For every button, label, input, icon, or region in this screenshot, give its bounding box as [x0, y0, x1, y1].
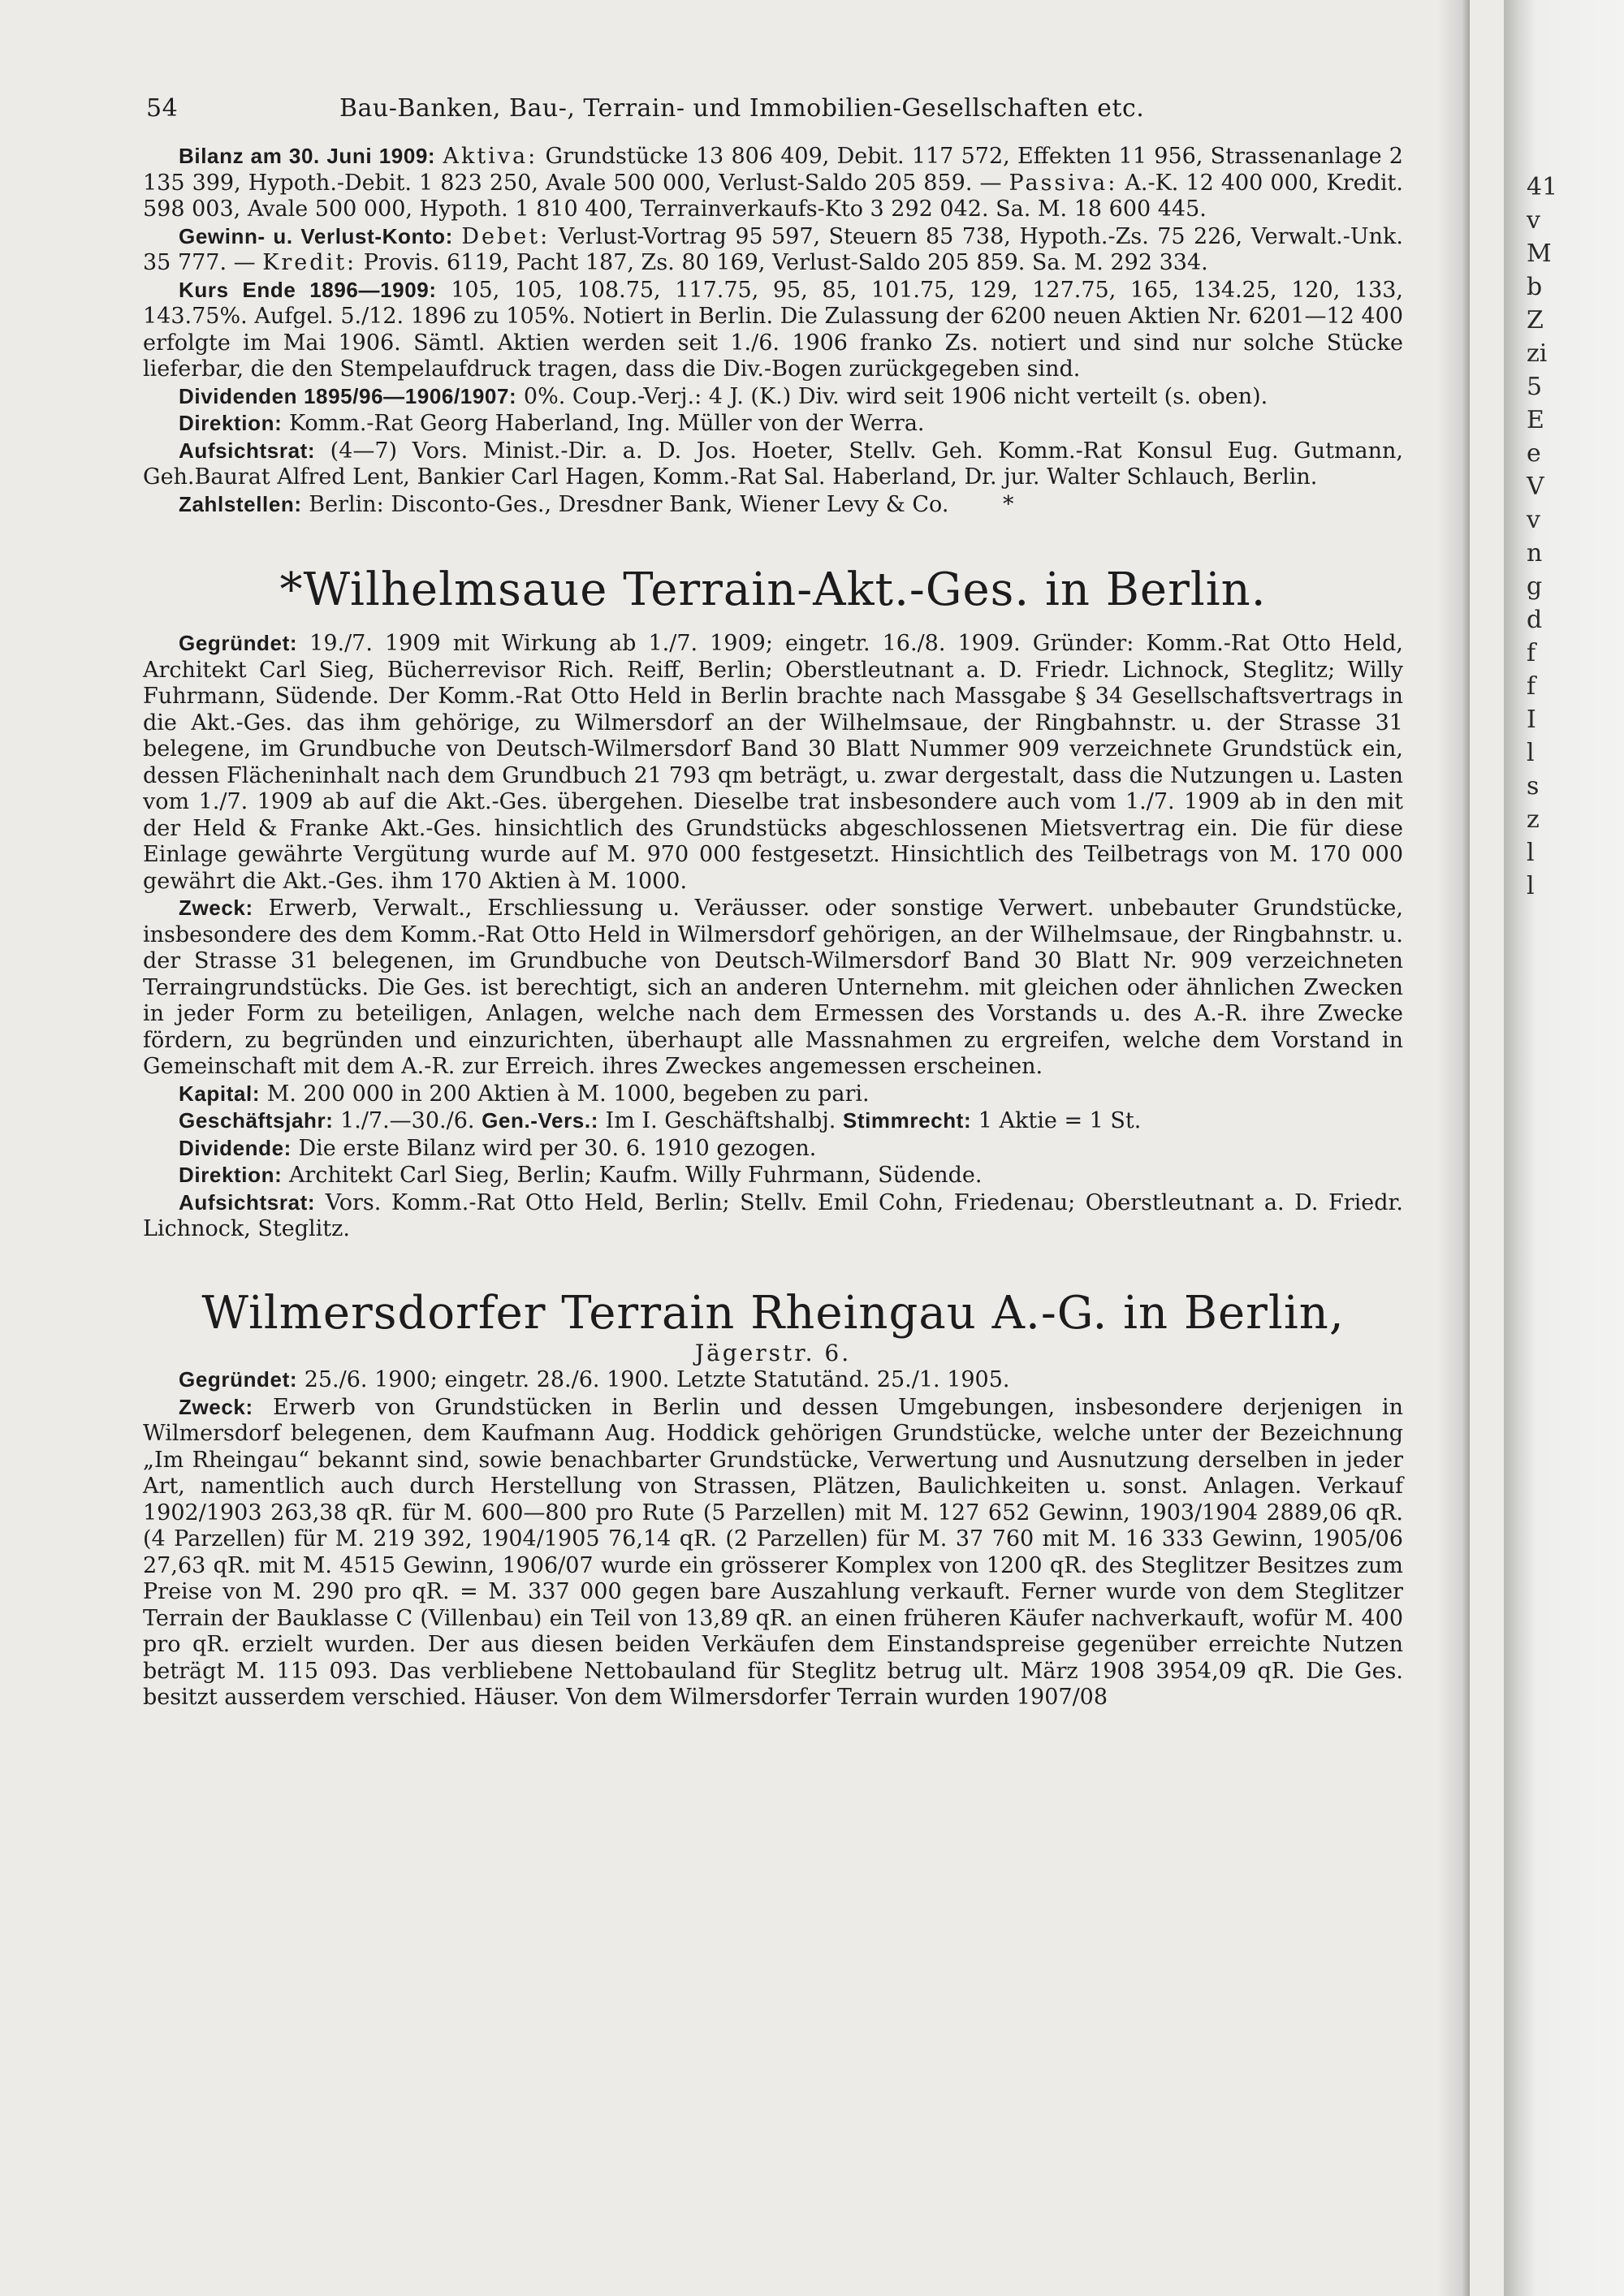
zweck-label-2: Zweck:: [179, 896, 253, 920]
dividenden-label: Dividenden 1895/96—1906/1907:: [179, 383, 517, 408]
gegruendet-paragraph-2: [143, 630, 1403, 895]
stimmrecht-text-2: 1 Aktie = 1 St.: [978, 1108, 1142, 1133]
dividende-label-2: Dividende:: [179, 1135, 292, 1160]
kredit-label: Kredit:: [262, 250, 357, 275]
margin-fragment: b: [1527, 273, 1543, 301]
gegruendet-label-2: Gegründet:: [179, 631, 298, 655]
page-body: [143, 143, 1403, 1711]
margin-fragment: I: [1527, 706, 1536, 734]
margin-fragment: zi: [1527, 339, 1548, 368]
page-fold-shadow: [1437, 0, 1470, 2296]
direktion-paragraph: [143, 410, 1403, 438]
zahlstellen-label: Zahlstellen:: [179, 491, 302, 516]
margin-fragment: n: [1527, 539, 1543, 568]
margin-fragment: e: [1527, 439, 1541, 468]
zweck-text-3: Erwerb von Grundstücken in Berlin und dessen Umgebungen, insbesondere derjenigen in Wilmersdorf belegenen, dem Kaufmann Aug. Hoddick gehörigen Grundstücke, welche unter der Bezeichnung „Im Rheingau“ bekannt sind, sowie benachbarter Grundstücke, Verwertung und Ausnutzung derselben in jeder Art, namentlich auch durch Herstellung von Strassen, Plätzen, Baulichkeiten u. sonst. Anlagen. Verkauf 1902/1903 263,38 qR. für M. 600—800 pro Rute (5 Parzellen) mit M. 127 652 Gewinn, 1903/1904 2889,06 qR. (4 Parzellen) für M. 219 392, 1904/1905 76,14 qR. (2 Parzellen) für M. 37 760 mit M. 16 333 Gewinn, 1905/06 27,63 qR. mit M. 4515 Gewinn, 1906/07 wurde ein grösserer Komplex von 1200 qR. des Steglitzer Besitzes zum Preise von M. 290 pro qR. = M. 337 000 gegen bare Auszahlung verkauft. Ferner wurde von dem Steglitzer Terrain der Bauklasse C (Villenbau) ein Teil von 13,89 qR. an einen früheren Käufer nachverkauft, wofür M. 400 pro qR. erzielt wurden. Der aus diesen beiden Verkäufen dem Einstandspreise gegenüber erreichte Nutzen beträgt M. 115 093. Das verbliebene Nettobauland für Steglitz betrug ult. März 1908 3954,09 qR. Die Ges. besitzt ausserdem verschied. Häuser. Von dem Wilmersdorfer Terrain wurden 1907/08: [143, 1394, 1403, 1710]
kapital-paragraph-2: [143, 1081, 1403, 1108]
zahlstellen-text: Berlin: Disconto-Ges., Dresdner Bank, Wiener Levy & Co.: [309, 491, 949, 517]
bilanz-paragraph: [143, 143, 1403, 223]
gegruendet-paragraph-3: [143, 1366, 1403, 1394]
kapital-text-2: M. 200 000 in 200 Aktien à M. 1000, begeben zu pari.: [266, 1081, 870, 1107]
aufsichtsrat-text: (4—7) Vors. Minist.-Dir. a. D. Jos. Hoeter, Stellv. Geh. Komm.-Rat Konsul Eug. Gutmann, Geh.Baurat Alfred Lent, Bankier Carl Hagen, Komm.-Rat Sal. Haberland, Dr. jur. Walter Schlauch, Berlin.: [143, 438, 1403, 490]
direktion-label: Direktion:: [179, 411, 283, 435]
aktiva-label: Aktiva:: [443, 144, 538, 169]
aufsichtsrat-paragraph: [143, 438, 1403, 491]
aufsichtsrat-label-2: Aufsichtsrat:: [179, 1189, 316, 1215]
footnote-star: *: [1003, 491, 1014, 517]
geschaeftsjahr-text-2: 1./7.—30./6.: [340, 1108, 475, 1133]
company-title-rheingau: Wilmersdorfer Terrain Rheingau A.-G. in Berlin,: [201, 1286, 1345, 1340]
debet-text: Verlust-Vortrag 95 597, Steuern 85 738, Hypoth.-Zs. 75 226, Verwalt.-Unk. 35 777. —: [143, 223, 1403, 275]
zahlstellen-paragraph: [143, 491, 1403, 519]
dividende-paragraph-2: [143, 1135, 1403, 1163]
passiva-label: Passiva:: [1009, 170, 1118, 196]
zweck-label-3: Zweck:: [179, 1394, 253, 1419]
kurs-label: Kurs Ende 1896—1909:: [179, 277, 437, 302]
passiva-text: A.-K. 12 400 000, Kredit. 598 003, Avale 500 000, Hypoth. 1 810 400, Terrainverkaufs-Kto 3 292 042. Sa. M. 18 600 445.: [143, 170, 1403, 222]
zweck-paragraph-2: [143, 895, 1403, 1081]
kapital-label-2: Kapital:: [179, 1081, 261, 1106]
direktion-label-2: Direktion:: [179, 1163, 283, 1187]
running-title: Bau-Banken, Bau-, Terrain- und Immobilien-Gesellschaften etc.: [339, 94, 1145, 123]
page-number: 54: [146, 94, 179, 123]
margin-fragment: 41: [1527, 173, 1558, 201]
margin-fragment: f: [1527, 639, 1536, 667]
adjacent-page-fragments: [1527, 170, 1575, 903]
direktion-text: Komm.-Rat Georg Haberland, Ing. Müller von der Werra.: [288, 411, 925, 436]
margin-fragment: V: [1527, 473, 1544, 501]
margin-fragment: v: [1527, 206, 1540, 235]
aufsichtsrat-text-2: Vors. Komm.-Rat Otto Held, Berlin; Stellv. Emil Cohn, Friedenau; Oberstleutnant a. D. Friedr. Lichnock, Steglitz.: [143, 1189, 1404, 1241]
margin-fragment: E: [1527, 406, 1544, 434]
running-head: [146, 94, 1413, 130]
kurs-text: 105, 105, 108.75, 117.75, 95, 85, 101.75, 129, 127.75, 165, 134.25, 120, 133, 143.75%. Aufgel. 5./12. 1896 zu 105%. Notiert in Berlin. Die Zulassung der 6200 neuen Aktien Nr. 6201—12 400 erfolgte im Mai 1906. Sämtl. Aktien werden seit 1./6. 1906 franko Zs. notiert und sind nur solche Stücke lieferbar, die den Stempelaufdruck tragen, dass die Div.-Bogen zurückgegeben sind.: [143, 277, 1404, 382]
dividenden-text: 0%. Coup.-Verj.: 4 J. (K.) Div. wird seit 1906 nicht verteilt (s. oben).: [523, 383, 1268, 409]
direktion-text-2: Architekt Carl Sieg, Berlin; Kaufm. Willy Fuhrmann, Südende.: [288, 1163, 983, 1188]
margin-fragment: z: [1527, 805, 1540, 834]
dividende-text-2: Die erste Bilanz wird per 30. 6. 1910 gezogen.: [298, 1135, 817, 1161]
margin-fragment: v: [1527, 506, 1540, 534]
gegruendet-text-2: 19./7. 1909 mit Wirkung ab 1./7. 1909; eingetr. 16./8. 1909. Gründer: Komm.-Rat Otto Held, Architekt Carl Sieg, Bücherrevisor Rich. Reiff, Berlin; Oberstleutnant a. D. Friedr. Lichnock, Steglitz; Willy Fuhrmann, Südende. Der Komm.-Rat Otto Held in Berlin brachte nach Massgabe § 34 Gesellschaftsvertrags in die Akt.-Ges. das ihm gehörige, zu Wilmersdorf an der Wilhelmsaue, der Ringbahnstr. u. der Strasse 31 belegene, im Grundbuche von Deutsch-Wilmersdorf Band 30 Blatt Nummer 909 verzeichnete Grundstück ein, dessen Flächeninhalt nach dem Grundbuch 21 793 qm beträgt, u. zwar dergestalt, dass die Nutzungen u. Lasten vom 1./7. 1909 ab auf die Akt.-Ges. übergehen. Dieselbe trat insbesondere auch vom 1./7. 1909 ab in den mit der Held & Franke Akt.-Ges. hinsichtlich des Grundstücks abgeschlossenen Mietsvertrag ein. Die für diese Einlage gewährte Vergütung wurde auf M. 970 000 festgesetzt. Hinsichtlich des Teilbetrags von M. 170 000 gewährt die Akt.-Ges. ihm 170 Aktien à M. 1000.: [143, 631, 1403, 894]
gegruendet-text-3: 25./6. 1900; eingetr. 28./6. 1900. Letzte Statutänd. 25./1. 1905.: [304, 1367, 1010, 1392]
margin-fragment: l: [1527, 872, 1535, 900]
geschaeftsjahr-paragraph-2: [143, 1107, 1403, 1135]
gewinn-paragraph: [143, 223, 1403, 277]
margin-fragment: l: [1527, 839, 1535, 867]
margin-fragment: d: [1527, 606, 1543, 634]
zweck-paragraph-3: [143, 1394, 1403, 1711]
margin-fragment: s: [1527, 772, 1540, 801]
stimmrecht-label-2: Stimmrecht:: [842, 1108, 972, 1133]
margin-fragment: f: [1527, 672, 1536, 701]
debet-label: Debet:: [461, 223, 551, 249]
bilanz-label: Bilanz am 30. Juni 1909:: [179, 144, 436, 168]
gegruendet-label-3: Gegründet:: [179, 1367, 298, 1392]
margin-fragment: g: [1527, 572, 1543, 601]
gv-text-2: Im I. Geschäftshalbj.: [605, 1108, 836, 1133]
aufsichtsrat-label: Aufsichtsrat:: [179, 438, 316, 463]
gewinn-label: Gewinn- u. Verlust-Konto:: [179, 223, 453, 248]
margin-fragment: 5: [1527, 373, 1543, 401]
gv-label-2: Gen.-Vers.:: [482, 1108, 598, 1133]
aufsichtsrat-paragraph-2: [143, 1189, 1403, 1243]
kurs-paragraph: [143, 277, 1403, 383]
margin-fragment: Z: [1527, 306, 1544, 334]
company-address-rheingau: Jägerstr. 6.: [694, 1339, 852, 1366]
zweck-text-2: Erwerb, Verwalt., Erschliessung u. Veräusser. oder sonstige Verwert. unbebauter Grundstücke, insbesondere des dem Komm.-Rat Otto Held in Wilmersdorf gehörigen, an der Wilhelmsaue, der Ringbahnstr. u. der Strasse 31 belegenen, im Grundbuche von Deutsch-Wilmersdorf Band 30 Blatt Nr. 909 verzeichneten Terraingrundstücks. Die Ges. ist berechtigt, sich an anderen Unternehm. mit gleichen oder ähnlichen Zwecken in jeder Form zu beteiligen, Anlagen, welche nach dem Ermessen des Vorstands u. des A.-R. ihre Zwecke fördern, zu begründen und einzurichten, überhaupt alle Massnahmen zu ergreifen, welche dem Vorstand in Gemeinschaft mit dem A.-R. zur Erreich. ihres Zweckes angemessen erscheinen.: [143, 896, 1403, 1079]
company-title-wilhelmsaue: *Wilhelmsaue Terrain-Akt.-Ges. in Berlin.: [279, 563, 1267, 616]
aktiva-text: Grundstücke 13 806 409, Debit. 117 572, Effekten 11 956, Strassenanlage 2 135 399, Hypoth.-Debit. 1 823 250, Avale 500 000, Verlust-Saldo 205 859. —: [143, 144, 1403, 196]
direktion-paragraph-2: [143, 1162, 1403, 1189]
dividenden-paragraph: [143, 383, 1403, 411]
geschaeftsjahr-label-2: Geschäftsjahr:: [179, 1108, 334, 1133]
margin-fragment: M: [1527, 240, 1552, 268]
kredit-text: Provis. 6119, Pacht 187, Zs. 80 169, Verlust-Saldo 205 859. Sa. M. 292 334.: [363, 250, 1208, 275]
margin-fragment: l: [1527, 739, 1535, 767]
